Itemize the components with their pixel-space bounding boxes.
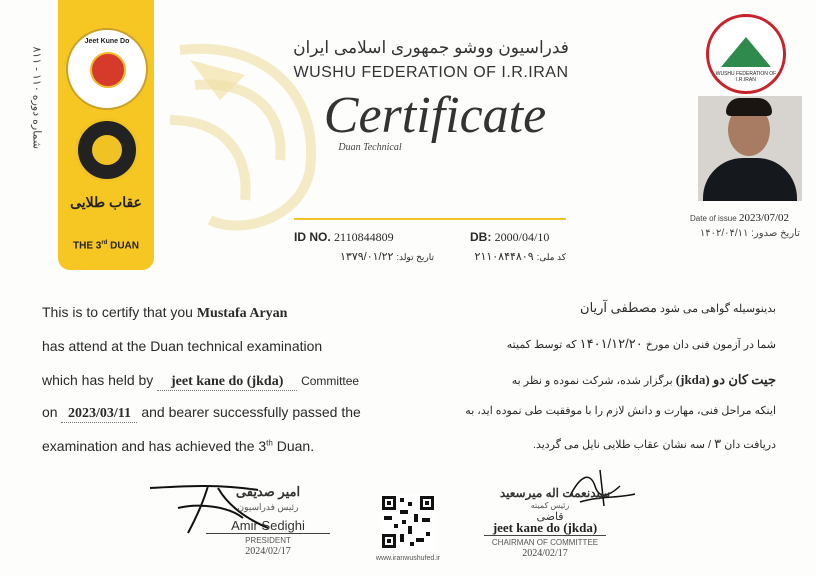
chairman-name-fa: سیدنعمت اله میرسعید: [499, 486, 611, 500]
federation-title-fa: فدراسیون ووشو جمهوری اسلامی ایران: [293, 38, 569, 57]
duan-label: THE 3rd DUAN: [72, 240, 139, 252]
rank-fa: عقاب طلایی: [70, 194, 142, 210]
english-line-4: on 2023/03/11 and bearer successfully passed the: [42, 404, 361, 421]
english-line-3: which has held by jeet kane do (jkda) Committee: [42, 372, 360, 389]
president-line: [206, 533, 330, 534]
president-name: Amir Sedighi: [231, 518, 305, 533]
certificate-subtitle: Duan Technical: [338, 142, 402, 153]
certificate-title: Certificate: [323, 87, 547, 144]
president-date: 2024/02/17: [245, 546, 291, 557]
national-code-fa: کد ملی: ۲۱۱۰۸۴۴۸۰۹: [474, 251, 566, 263]
chairman-role: CHAIRMAN OF COMMITTEE: [491, 538, 599, 547]
birth-date: DB: 2000/04/10: [470, 230, 550, 244]
federation-title-en: WUSHU FEDERATION OF I.R.IRAN: [293, 64, 569, 81]
gold-rule: [294, 218, 566, 220]
id-number: ID NO. 2110844809: [294, 230, 394, 244]
persian-line-3: جیت کان دو (jkda) برگزار شده، شرکت نموده و نظر به: [511, 372, 776, 387]
english-line-5: examination and has achieved the 3th Duan.: [42, 438, 315, 454]
federation-logo-text: WUSHU FEDERATION OF I.R.IRAN: [715, 71, 777, 83]
president-role: PRESIDENT: [245, 536, 291, 545]
holder-photo: [698, 96, 802, 201]
president-role-fa: رئیس فدراسیون: [237, 502, 299, 512]
jkd-logo-text: Jeet Kune Do: [84, 38, 130, 45]
persian-line-4: اینکه مراحل فنی، مهارت و دانش لازم را با موفقیت طی نموده اید، به: [465, 405, 776, 417]
english-line-2: has attend at the Duan technical examination: [42, 338, 323, 354]
persian-line-2: شما در آزمون فنی دان مورخ ۱۴۰۱/۱۲/۲۰ که توسط کمیته: [506, 336, 776, 351]
persian-line-5: دریافت دان ۳ / سه نشان عقاب طلایی نایل می گردید.: [532, 436, 776, 451]
side-serial: شماره دوره ۱۱۰ - ۸۱۱: [30, 46, 43, 150]
issue-date-row: Date of issue 2023/07/02: [690, 212, 790, 224]
persian-line-1: بدینوسیله گواهی می شود مصطفی آریان: [580, 300, 776, 315]
qr-code: [380, 494, 436, 550]
chairman-committee: jeet kane do (jkda): [492, 520, 598, 535]
president-name-fa: امیر صدیقی: [235, 484, 301, 499]
english-line-1: This is to certify that you Mustafa Aryan: [42, 304, 288, 321]
issue-date-fa-row: تاریخ صدور: ۱۴۰۲/۰۴/۱۱: [699, 228, 800, 239]
chairman-line: [484, 535, 606, 536]
federation-logo: [706, 14, 786, 94]
jkd-logo: [66, 28, 148, 110]
website-url: www.iranwushufed.ir: [375, 555, 441, 562]
golden-eagle-emblem: [75, 118, 139, 182]
chairman-title-fa: قاضی: [536, 511, 564, 523]
birth-date-fa: تاریخ تولد: ۱۳۷۹/۰۱/۲۲: [340, 251, 434, 263]
chairman-role-fa: رئیس کمیته: [530, 501, 570, 510]
chairman-date: 2024/02/17: [522, 548, 568, 559]
